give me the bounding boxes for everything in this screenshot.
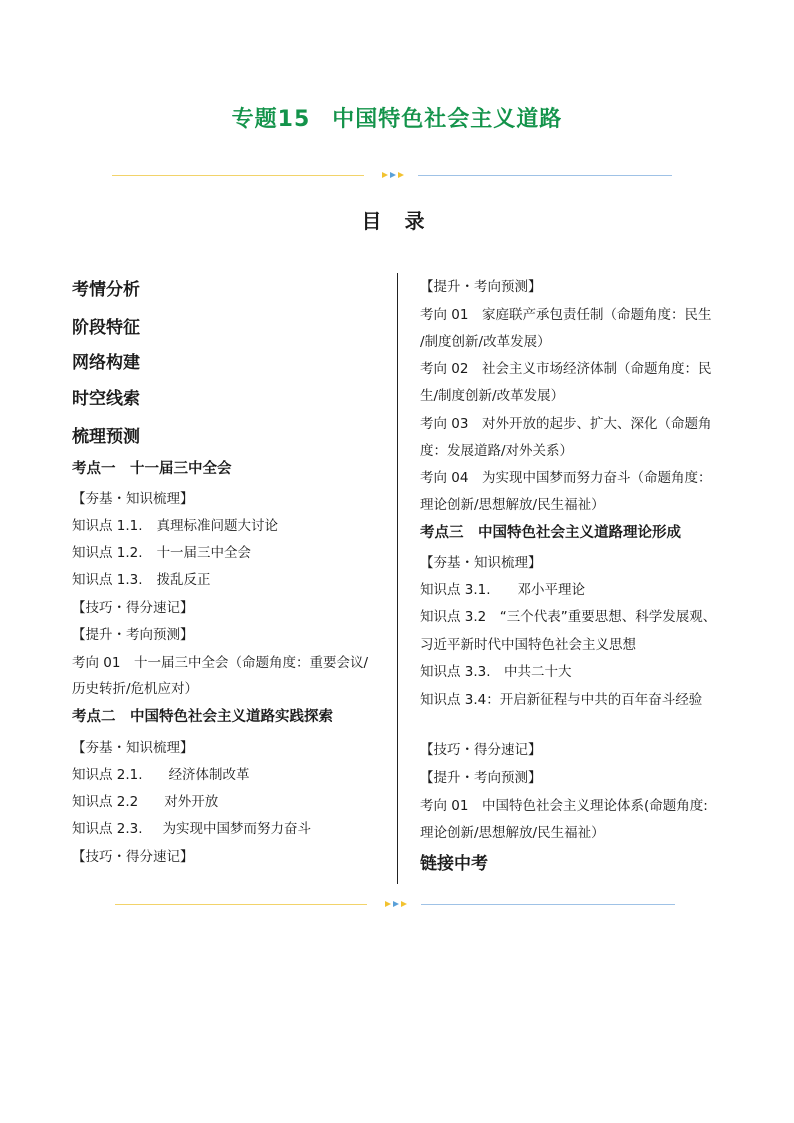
k2-item-2[interactable]: 知识点 2.2 对外开放 <box>72 794 219 810</box>
k2-direction-1[interactable]: 考向 01 家庭联产承包责任制（命题角度：民生 <box>420 307 712 323</box>
k1-direction-line2: 历史转折/危机应对） <box>72 681 199 697</box>
column-divider <box>397 273 398 884</box>
k3-tag-skills[interactable]: 【技巧・得分速记】 <box>420 742 542 758</box>
k2-tag-skills[interactable]: 【技巧・得分速记】 <box>72 849 194 865</box>
footer-divider <box>115 900 675 908</box>
title-main: 中国特色社会主义道路 <box>332 107 563 132</box>
k2-direction-1-cont: /制度创新/改革发展） <box>420 334 551 350</box>
divider-ornament-icon <box>370 171 414 179</box>
toc-section-2[interactable]: 阶段特征 <box>72 318 140 338</box>
k1-tag-skills[interactable]: 【技巧・得分速记】 <box>72 600 194 616</box>
k3-item-3[interactable]: 知识点 3.3. 中共二十大 <box>420 664 572 680</box>
k2-direction-4[interactable]: 考向 04 为实现中国梦而努力奋斗（命题角度： <box>420 470 712 486</box>
k3-item-2-cont: 习近平新时代中国特色社会主义思想 <box>420 637 636 653</box>
k3-item-4[interactable]: 知识点 3.4：开启新征程与中共的百年奋斗经验 <box>420 692 703 708</box>
k2-item-3[interactable]: 知识点 2.3. 为实现中国梦而努力奋斗 <box>72 821 312 837</box>
toc-section-1[interactable]: 考情分析 <box>72 280 140 300</box>
k1-item-3[interactable]: 知识点 1.3. 拨乱反正 <box>72 572 211 588</box>
toc-section-5[interactable]: 梳理预测 <box>72 427 140 447</box>
toc-heading: 目 录 <box>361 209 433 233</box>
k3-direction-1[interactable]: 考向 01 中国特色社会主义理论体系(命题角度: <box>420 798 708 814</box>
k1-tag-forecast[interactable]: 【提升・考向预测】 <box>72 627 194 643</box>
kaodian-3[interactable]: 考点三 中国特色社会主义道路理论形成 <box>420 525 681 541</box>
k1-item-2[interactable]: 知识点 1.2. 十一届三中全会 <box>72 545 252 561</box>
k3-item-1[interactable]: 知识点 3.1. 邓小平理论 <box>420 582 586 598</box>
k3-item-2[interactable]: 知识点 3.2 “三个代表”重要思想、科学发展观、 <box>420 609 717 625</box>
header-divider <box>112 171 672 179</box>
k2-tag-foundation[interactable]: 【夯基・知识梳理】 <box>72 740 194 756</box>
k1-item-1[interactable]: 知识点 1.1. 真理标准问题大讨论 <box>72 518 279 534</box>
k2-item-1[interactable]: 知识点 2.1. 经济体制改革 <box>72 767 250 783</box>
k1-direction-line1[interactable]: 考向 01 十一届三中全会（命题角度：重要会议/ <box>72 655 369 671</box>
page-title <box>0 102 794 133</box>
toc-section-link-exam[interactable]: 链接中考 <box>420 854 488 874</box>
k3-direction-1-cont: 理论创新/思想解放/民生福祉） <box>420 825 605 841</box>
k3-tag-foundation[interactable]: 【夯基・知识梳理】 <box>420 555 542 571</box>
k3-tag-forecast[interactable]: 【提升・考向预测】 <box>420 770 542 786</box>
toc-section-4[interactable]: 时空线索 <box>72 389 140 409</box>
kaodian-2[interactable]: 考点二 中国特色社会主义道路实践探索 <box>72 709 333 725</box>
divider-ornament-icon <box>373 900 417 908</box>
title-prefix: 专题15 <box>231 107 311 132</box>
k2-direction-4-cont: 理论创新/思想解放/民生福祉） <box>420 497 605 513</box>
k2-tag-forecast[interactable]: 【提升・考向预测】 <box>420 279 542 295</box>
kaodian-1[interactable]: 考点一 十一届三中全会 <box>72 461 232 477</box>
toc-section-3[interactable]: 网络构建 <box>72 353 140 373</box>
k2-direction-3[interactable]: 考向 03 对外开放的起步、扩大、深化（命题角 <box>420 416 712 432</box>
k1-tag-foundation[interactable]: 【夯基・知识梳理】 <box>72 491 194 507</box>
k2-direction-2-cont: 生/制度创新/改革发展） <box>420 388 565 404</box>
k2-direction-2[interactable]: 考向 02 社会主义市场经济体制（命题角度：民 <box>420 361 712 377</box>
k2-direction-3-cont: 度：发展道路/对外关系） <box>420 443 574 459</box>
